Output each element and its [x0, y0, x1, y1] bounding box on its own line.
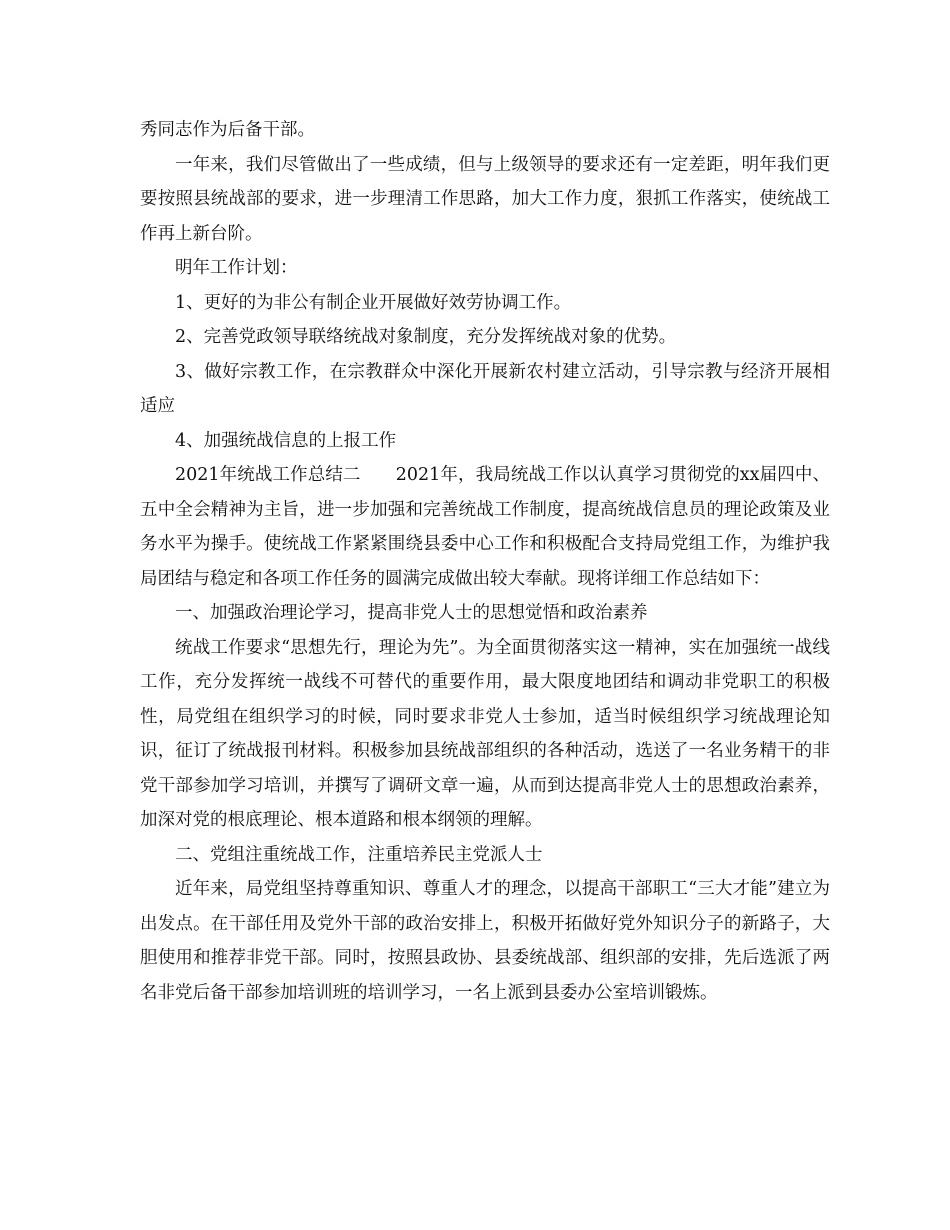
document-body: [140, 113, 830, 1010]
paragraph-section-1-heading: 一、加强政治理论学习，提高非党人士的思想觉悟和政治素养: [175, 603, 648, 623]
paragraph-section-2-body: 近年来，局党组坚持尊重知识、尊重人才的理念，以提高干部职工“三大才能”建立为出发点。在干部任用及党外干部的政治安排上，积极开拓做好党外知识分子的新路子，大胆使用和推荐非党干部。同时，按照县政协、县委统战部、组织部的安排，先后选派了两名非党后备干部参加培训班的培训学习，一名上派到县委办公室培训锻炼。: [140, 879, 830, 1003]
paragraph-plan-item-1: 1、更好的为非公有制企业开展做好效劳协调工作。: [175, 292, 572, 313]
paragraph-plan-item-4: 4、加强统战信息的上报工作: [175, 430, 397, 451]
paragraph-plan-heading: 明年工作计划：: [175, 258, 298, 278]
paragraph-section-1-body: 统战工作要求“思想先行，理论为先”。为全面贯彻落实这一精神，实在加强统一战线工作，充分发挥统一战线不可替代的重要作用，最大限度地团结和调动非党职工的积极性，局党组在组织学习的时候，同时要求非党人士参加，适当时候组织学习统战理论知识，征订了统战报刊材料。积极参加县统战部组织的各种活动，选送了一名业务精干的非党干部参加学习培训，并撰写了调研文章一遍，从而到达提高非党人士的思想政治素养，加深对党的根底理论、根本道路和根本纲领的理解。: [140, 637, 830, 830]
paragraph-section-2-heading: 二、党组注重统战工作，注重培养民主党派人士: [175, 844, 543, 865]
paragraph-continuation: 秀同志作为后备干部。: [140, 120, 315, 140]
paragraph-summary-two-intro: 2021年统战工作总结二 2021年，我局统战工作以认真学习贯彻党的xx届四中、五中全会精神为主旨，进一步加强和完善统战工作制度，提高统战信息员的理论政策及业务水平为操手。使统战工作紧紧围绕县委中心工作和积极配合支持局党组工作，为维护我局团结与稳定和各项工作任务的圆满完成做出较大奉献。现将详细工作总结如下：: [140, 465, 830, 589]
paragraph-plan-item-2: 2、完善党政领导联络统战对象制度，充分发挥统战对象的优势。: [175, 327, 677, 347]
paragraph-plan-item-3: 3、做好宗教工作，在宗教群众中深化开展新农村建立活动，引导宗教与经济开展相适应: [140, 361, 830, 416]
paragraph-summary: 一年来，我们尽管做出了一些成绩，但与上级领导的要求还有一定差距，明年我们更要按照县统战部的要求，进一步理清工作思路，加大工作力度，狠抓工作落实，使统战工作再上新台阶。: [140, 154, 830, 244]
